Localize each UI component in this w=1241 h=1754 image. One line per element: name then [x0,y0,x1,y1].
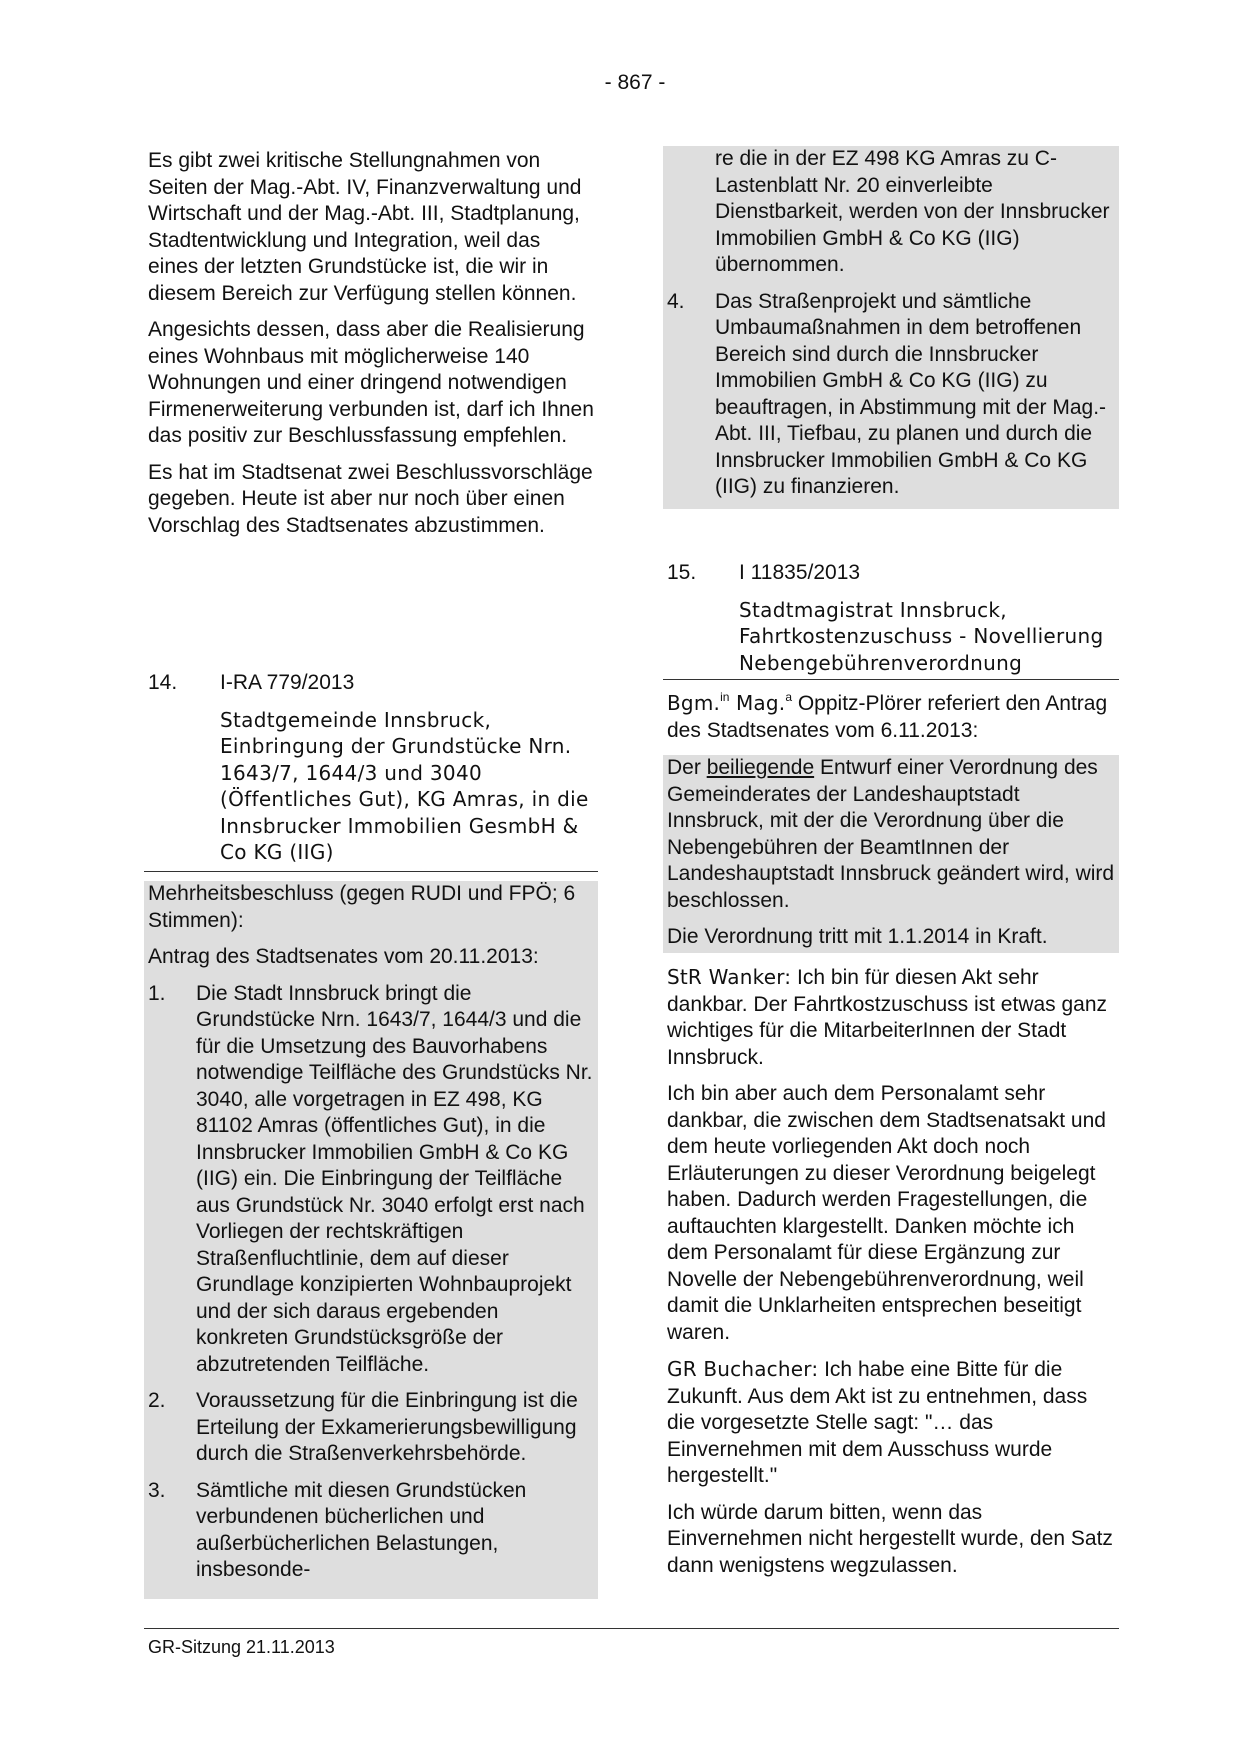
motion-text: Antrag des Stadtsenates vom 20.11.2013: [148,945,539,968]
paragraph: Es hat im Stadtsenat zwei Beschlussvorschläge gegeben. Heute ist aber nur noch über einen Vorschlag des Stadtsenates abzustimmen. [148,460,593,537]
decision-text [667,755,1115,914]
text-segment: Entwurf einer Verordnung des Gemeinderates der Landeshauptstadt Innsbruck, mit der die Verordnung über die Nebengebühren der BeamtInnen der Landeshauptstadt Innsbruck geändert wird, wird beschlossen. [667,756,1115,912]
list-number: 3. [148,1478,166,1502]
paragraph: Angesichts dessen, dass aber die Realisierung eines Wohnbaus mit möglicherweise 140 Wohnungen und einer dringend notwendigen Firmenerweiterung verbunden ist, darf ich Ihnen das positiv zur Beschlussfassung empfehlen. [148,318,594,447]
decision-text: Die Verordnung tritt mit 1.1.2014 in Kraft. [667,925,1048,948]
paragraph: Es gibt zwei kritische Stellungnahmen von Seiten der Mag.-Abt. IV, Finanzverwaltung und Wirtschaft und der Mag.-Abt. III, Stadtplanung, Stadtentwicklung und Integration, weil das eines der letzten Grundstücke ist, die wir in diesem Bereich zur Verfügung stellen können. [148,149,582,305]
footer-text: GR-Sitzung 21.11.2013 [148,1637,335,1657]
speaker-text: Oppitz-Plörer referiert den Antrag des Stadtsenates vom 6.11.2013: [667,692,1108,742]
speech-paragraph [667,1356,1119,1490]
speaker-name: StR Wanker: [667,965,792,989]
list-text: Sämtliche mit diesen Grundstücken verbundenen bücherlichen und außerbücherlichen Belastungen, insbesonde- [196,1478,527,1581]
speaker-intro [667,690,1119,744]
list-text: re die in der EZ 498 KG Amras zu C-Lastenblatt Nr. 20 einverleibte Dienstbarkeit, werden von der Innsbrucker Immobilien GmbH & Co KG (IIG) übernommen. [715,147,1110,276]
list-item [667,289,1115,501]
footer-divider [144,1628,1119,1629]
left-column [148,148,596,549]
speech-text: Ich habe eine Bitte für die Zukunft. Aus dem Akt ist zu entnehmen, dass die vorgesetzte Stelle sagt: "… das Einvernehmen mit dem Ausschuss wurde hergestellt." [667,1358,1088,1487]
speaker-name: GR Buchacher: [667,1357,819,1381]
speech-text: Ich bin für diesen Akt sehr dankbar. Der Fahrtkostzuschuss ist etwas ganz wichtiges für die MitarbeiterInnen der Stadt Innsbruck. [667,966,1108,1069]
agenda-item-15-header [667,560,1119,676]
list-number: 4. [667,289,685,313]
speech-paragraph [667,964,1119,1071]
underlined-text: beiliegende [706,756,815,779]
list-text: Die Stadt Innsbruck bringt die Grundstücke Nrn. 1643/7, 1644/3 und die für die Umsetzung des Bauvorhabens notwendige Teilfläche des Grundstücks Nr. 3040, alle vorgetragen in EZ 498, KG 81102 Amras (öffentliches Gut), in die Innsbrucker Immobilien GmbH & Co KG (IIG) ein. Die Einbringung der Teilfläche aus Grundstück Nr. 3040 erfolgt erst nach Vorliegen der rechtskräftigen Straßenfluchtlinie, dem auf dieser Grundlage konzipierten Wohnbauprojekt und der sich daraus ergebenden konkreten Grundstücksgröße der abzutretenden Teilfläche. [196,981,593,1376]
text-segment: Der [667,756,707,779]
agenda-item-14-header [148,670,596,866]
speaker-title: Bgm. [667,691,721,715]
list-text: Voraussetzung für die Einbringung ist die Erteilung der Exkamerierungsbewilligung durch die Straßenverkehrsbehörde. [196,1389,578,1465]
list-number: 1. [148,981,166,1005]
agenda-number: 14. [148,671,178,694]
divider [144,871,598,872]
decision-text: Mehrheitsbeschluss (gegen RUDI und FPÖ; 6 Stimmen): [148,882,576,932]
list-item [148,1388,594,1468]
right-column-body [667,964,1119,1589]
agenda-reference: I 11835/2013 [739,561,861,584]
resolution-block [144,881,598,1599]
agenda-number: 15. [667,561,697,584]
list-item [148,1478,594,1584]
list-text: Das Straßenprojekt und sämtliche Umbaumaßnahmen in dem betroffenen Bereich sind durch die Innsbrucker Immobilien GmbH & Co KG (IIG) zu beauftragen, in Abstimmung mit der Mag.-Abt. III, Tiefbau, zu planen und durch die Innsbrucker Immobilien GmbH & Co KG (IIG) zu finanzieren. [715,289,1107,498]
speaker-title: Mag. [729,691,786,715]
page-number: - 867 - [604,71,666,94]
list-number: 2. [148,1389,166,1412]
agenda-title: Stadtgemeinde Innsbruck, Einbringung der Grundstücke Nrn. 1643/7, 1644/3 und 3040 (Öffentliches Gut), KG Amras, in die Innsbrucker Immobilien GesmbH & Co KG (IIG) [220,707,589,864]
speech-paragraph: Ich bin aber auch dem Personalamt sehr dankbar, die zwischen dem Stadtsenatsakt und dem heute vorliegenden Akt doch noch Erläuterungen zu dieser Verordnung beigelegt haben. Dadurch werden Fragestellungen, die auftauchten klargestellt. Danken möchte ich dem Personalamt für diese Ergänzung zur Novelle der Nebengebührenverordnung, weil damit die Unklarheiten entsprechen beseitigt waren. [667,1082,1106,1344]
superscript: in [720,690,730,704]
superscript: a [785,690,793,704]
agenda-title: Stadtmagistrat Innsbruck, Fahrtkostenzuschuss - Novellierung Nebengebührenverordnung [739,597,1104,675]
speech-paragraph: Ich würde darum bitten, wenn das Einvernehmen nicht hergestellt wurde, den Satz dann wenigstens wegzulassen. [667,1500,1113,1577]
resolution-continuation [663,146,1119,509]
decision-block [663,755,1119,953]
agenda-reference: I-RA 779/2013 [220,671,355,694]
list-item [148,981,594,1379]
divider [663,679,1119,680]
